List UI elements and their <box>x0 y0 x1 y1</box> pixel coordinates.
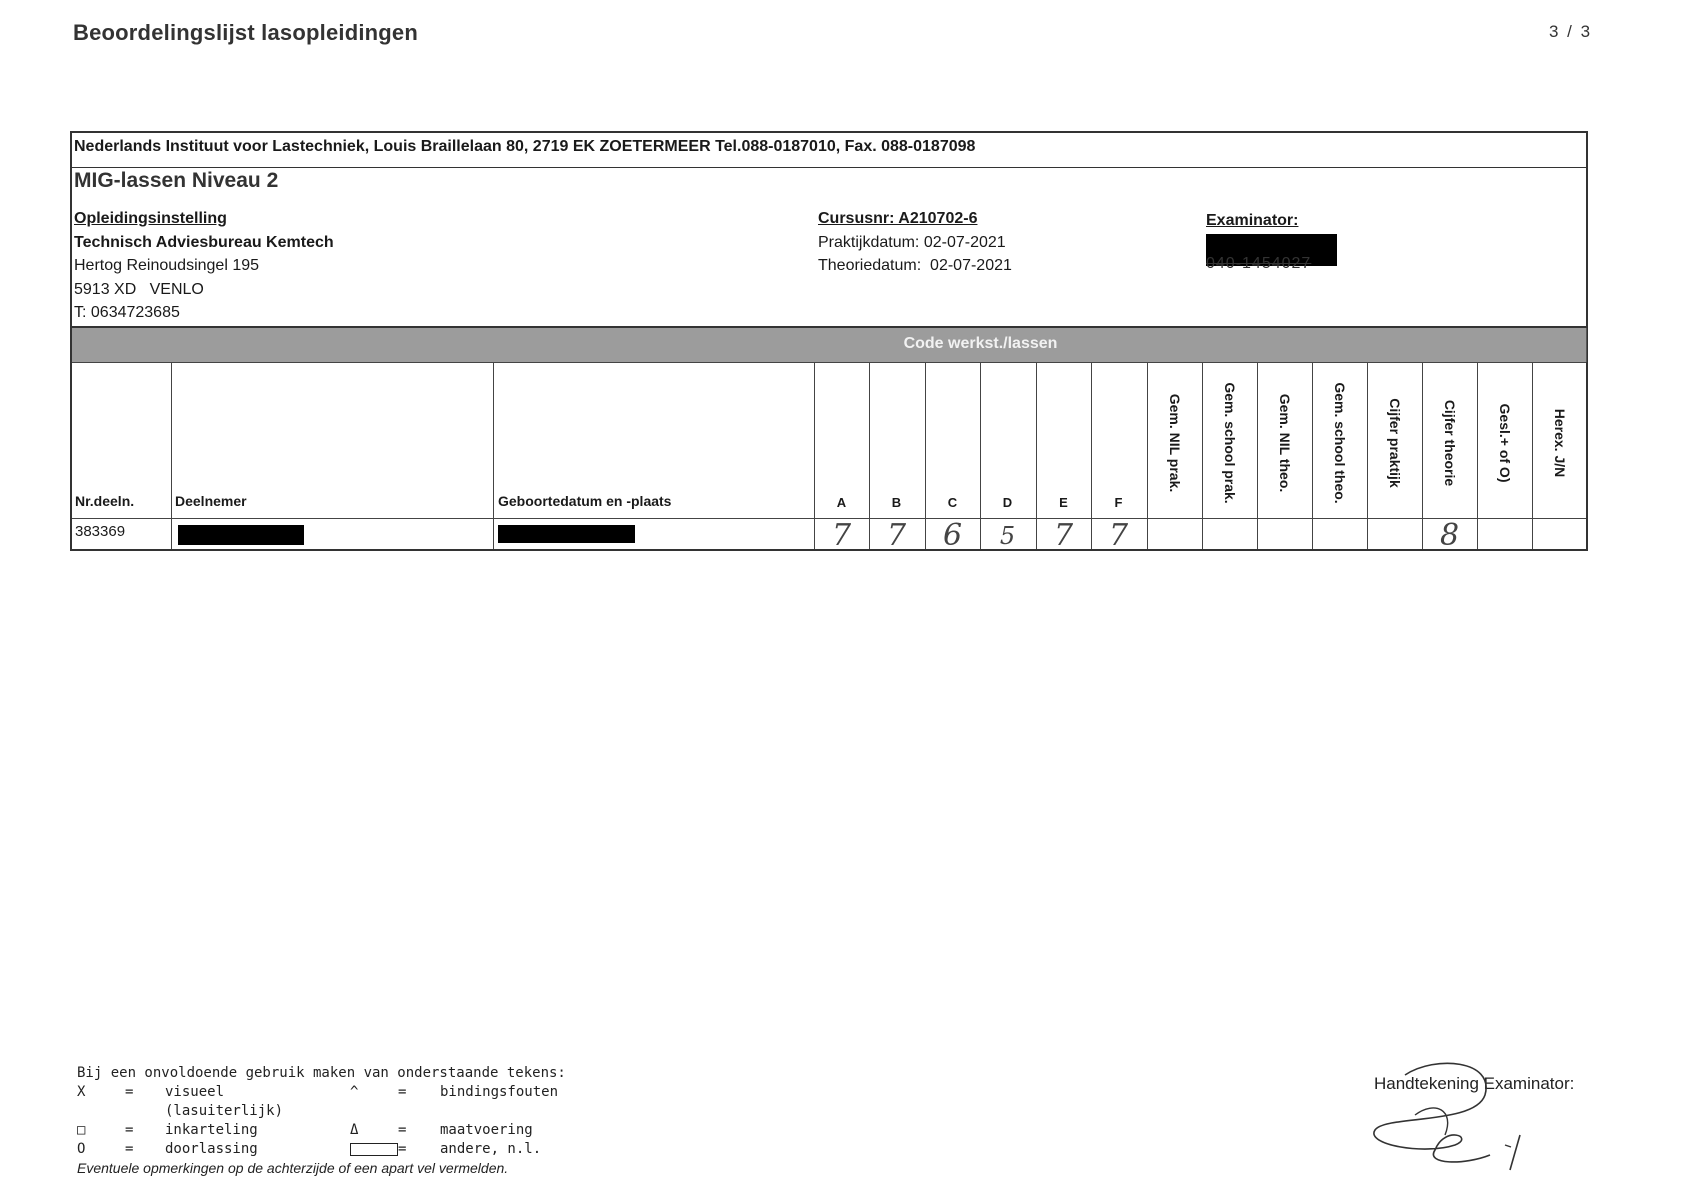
course-title: MIG-lassen Niveau 2 <box>74 169 279 192</box>
participant-name-redaction <box>178 525 304 545</box>
legend-equals: = <box>125 1084 134 1100</box>
score-C: 6 <box>942 518 963 553</box>
header-cijfer-theorie-text: Cijfer theorie <box>1441 399 1458 487</box>
header-gem-school-theo-text: Gem. school theo. <box>1331 382 1348 504</box>
header-cijfer-praktijk <box>1367 368 1422 518</box>
legend-equals: = <box>125 1122 134 1138</box>
assessment-table <box>70 328 1588 551</box>
legend-row <box>77 1140 558 1159</box>
header-cijfer-theorie <box>1422 368 1477 518</box>
legend-symbol: O <box>77 1141 86 1157</box>
header-cijfer-praktijk-text: Cijfer praktijk <box>1386 398 1403 488</box>
score-cijfer-theorie: 8 <box>1439 518 1460 553</box>
header-name: Deelnemer <box>175 493 247 509</box>
column-divider <box>171 362 172 549</box>
legend-symbol: ^ <box>350 1084 359 1100</box>
legend-box-symbol <box>350 1140 398 1159</box>
examiner-phone: 040-1454027 <box>1206 255 1312 272</box>
header-nr: Nr.deeln. <box>75 493 135 509</box>
header-gem-nil-theo <box>1257 368 1312 518</box>
code-column-D: D <box>1002 495 1013 510</box>
legend-meaning: andere, n.l. <box>440 1141 542 1157</box>
column-divider <box>980 362 981 549</box>
header-gem-school-theo <box>1312 368 1367 518</box>
header-birth: Geboortedatum en -plaats <box>498 493 672 509</box>
legend-symbol: Δ <box>350 1122 359 1138</box>
institution-address: Hertog Reinoudsingel 195 <box>74 257 260 274</box>
row-divider <box>72 362 1586 363</box>
institution-name: Technisch Adviesbureau Kemtech <box>74 233 334 251</box>
legend-equals: = <box>398 1084 407 1100</box>
header-band <box>72 328 815 362</box>
institution-city: 5913 XD VENLO <box>74 280 204 298</box>
code-group-label: Code werkst./lassen <box>903 335 1058 352</box>
theory-date: Theoriedatum: 02-07-2021 <box>818 257 1012 274</box>
signature-label: Handtekening Examinator: <box>1374 1074 1575 1093</box>
legend-symbol: X <box>77 1084 86 1100</box>
header-gem-school-prak-text: Gem. school prak. <box>1221 382 1238 504</box>
header-gem-nil-prak-text: Gem. NIL prak. <box>1166 393 1183 493</box>
practical-date: Praktijkdatum: 02-07-2021 <box>818 233 1006 251</box>
header-gem-nil-prak <box>1147 368 1202 518</box>
score-F: 7 <box>1108 518 1129 553</box>
legend-meaning: bindingsfouten <box>440 1084 559 1100</box>
score-B: 7 <box>886 518 907 553</box>
code-column-C: C <box>947 495 958 510</box>
legend-symbol: □ <box>77 1122 86 1138</box>
score-E: 7 <box>1053 518 1074 553</box>
score-D: 5 <box>999 522 1016 550</box>
legend-table <box>77 1083 558 1159</box>
document-title: Beoordelingslijst lasopleidingen <box>73 20 419 45</box>
page-number: 3 / 3 <box>1549 22 1593 41</box>
institution-label: Opleidingsinstelling <box>74 210 227 227</box>
header-herex-text: Herex. J/N <box>1551 408 1568 478</box>
legend <box>77 1064 566 1178</box>
header-gesl-text: Gesl.+ of O) <box>1496 403 1513 483</box>
legend-row <box>77 1083 558 1121</box>
legend-equals: = <box>398 1122 407 1138</box>
legend-note: Eventuele opmerkingen op de achterzijde of een apart vel vermelden. <box>77 1160 509 1176</box>
code-column-B: B <box>891 495 902 510</box>
score-A: 7 <box>831 518 852 553</box>
course-block <box>818 207 1012 278</box>
divider <box>72 167 1586 168</box>
header-gem-school-prak <box>1202 368 1257 518</box>
legend-intro: Bij een onvoldoende gebruik maken van onderstaande tekens: <box>77 1065 566 1081</box>
code-column-A: A <box>836 495 847 510</box>
legend-meaning: inkarteling <box>165 1122 258 1138</box>
legend-meaning: visueel (lasuiterlijk) <box>165 1084 284 1119</box>
institution-phone: T: 0634723685 <box>74 304 180 321</box>
results-header-band <box>1147 328 1587 362</box>
legend-meaning: maatvoering <box>440 1122 533 1138</box>
column-divider <box>493 362 494 549</box>
info-box <box>70 131 1588 328</box>
header-herex <box>1532 368 1587 518</box>
code-column-E: E <box>1059 495 1068 510</box>
course-number: Cursusnr: A210702-6 <box>818 210 978 227</box>
participant-number: 383369 <box>75 523 126 540</box>
legend-equals: = <box>398 1141 407 1157</box>
institute-line: Nederlands Instituut voor Lastechniek, Louis Braillelaan 80, 2719 EK ZOETERMEER Tel.088-0187010, Fax. 088-0187098 <box>74 138 976 155</box>
legend-equals: = <box>125 1141 134 1157</box>
header-gesl <box>1477 368 1532 518</box>
birth-info-redaction <box>498 525 635 543</box>
header-gem-nil-theo-text: Gem. NIL theo. <box>1276 393 1293 493</box>
legend-meaning: doorlassing <box>165 1141 258 1157</box>
legend-row <box>77 1121 558 1140</box>
code-column-F: F <box>1114 495 1123 510</box>
examiner-label: Examinator: <box>1206 212 1299 229</box>
institution-block <box>74 207 334 325</box>
signature-mark <box>1365 1055 1565 1175</box>
